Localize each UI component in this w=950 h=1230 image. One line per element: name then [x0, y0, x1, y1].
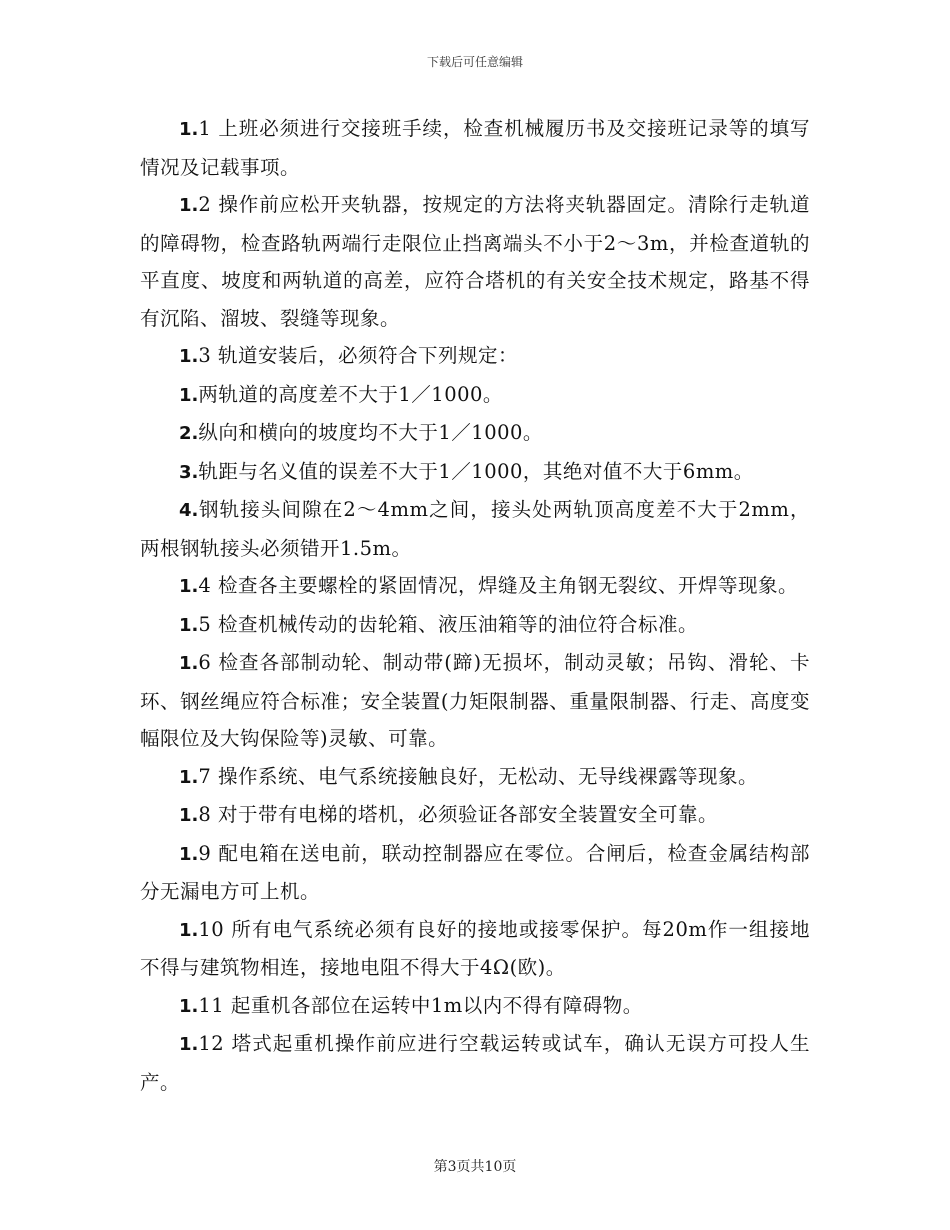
- paragraph-1-2: [140, 186, 810, 337]
- page-header: 下载后可任意编辑: [426, 55, 523, 69]
- paragraph-1-10: [140, 911, 810, 987]
- paragraph-1-5: [140, 606, 810, 645]
- paragraph-number: 1.: [179, 843, 199, 865]
- list-item-text: 轨距与名义值的误差不大于1／1000，其绝对值不大于6mm。: [198, 459, 754, 483]
- paragraph-number: 1.: [179, 195, 199, 216]
- paragraph-text: 10 所有电气系统必须有良好的接地或接零保护。每20m作一组接地不得与建筑物相连，接地电阻不得大于4Ω(欧)。: [140, 917, 810, 979]
- paragraph-text: 3 轨道安装后，必须符合下列规定：: [198, 344, 518, 367]
- list-number: 4.: [179, 500, 199, 521]
- list-item-text: 纵向和横向的坡度均不大于1／1000。: [198, 421, 543, 444]
- paragraph-text: 1 上班必须进行交接班手续，检查机械履历书及交接班记录等的填写情况及记载事项。: [140, 117, 810, 179]
- paragraph-1-1: [140, 110, 810, 186]
- paragraph-text: 12 塔式起重机操作前应进行空载运转或试车，确认无误方可投人生产。: [140, 1032, 810, 1094]
- paragraph-1-12: [140, 1025, 810, 1101]
- paragraph-number: 1.: [179, 1034, 199, 1055]
- paragraph-number: 1.: [179, 766, 199, 788]
- list-item-3: [140, 453, 810, 492]
- paragraph-1-4: [140, 567, 810, 606]
- paragraph-1-7: [140, 758, 810, 797]
- document-body: [140, 110, 810, 1101]
- paragraph-number: 1.: [179, 995, 199, 1017]
- paragraph-text: 2 操作前应松开夹轨器，按规定的方法将夹轨器固定。清除行走轨道的障碍物，检查路轨两端行走限位止挡离端头不小于2～3m，并检查道轨的平直度、坡度和两轨道的高差，应符合塔机的有关安全技术规定，路基不得有沉陷、溜坡、裂缝等现象。: [140, 193, 810, 330]
- page-footer: 第3页共10页: [433, 1159, 517, 1175]
- list-number: 3.: [179, 461, 199, 483]
- paragraph-text: 4 检查各主要螺栓的紧固情况，焊缝及主角钢无裂纹、开焊等现象。: [198, 574, 798, 597]
- paragraph-1-11: [140, 987, 810, 1026]
- list-item-1: [140, 376, 810, 415]
- list-number: 1.: [179, 384, 199, 406]
- list-item-2: [140, 414, 810, 453]
- paragraph-number: 1.: [179, 653, 199, 674]
- list-item-4: [140, 491, 810, 567]
- list-number: 2.: [179, 423, 199, 444]
- paragraph-number: 1.: [179, 576, 199, 597]
- paragraph-number: 1.: [179, 119, 199, 140]
- paragraph-text: 8 对于带有电梯的塔机，必须验证各部安全装置安全可靠。: [198, 803, 718, 826]
- paragraph-number: 1.: [179, 805, 199, 826]
- paragraph-number: 1.: [179, 346, 199, 367]
- list-item-text: 两轨道的高度差不大于1／1000。: [198, 382, 503, 406]
- paragraph-number: 1.: [179, 919, 199, 941]
- paragraph-text: 7 操作系统、电气系统接触良好，无松动、无导线裸露等现象。: [198, 764, 758, 788]
- paragraph-text: 11 起重机各部位在运转中1m以内不得有障碍物。: [198, 993, 643, 1017]
- paragraph-1-9: [140, 835, 810, 911]
- paragraph-1-8: [140, 796, 810, 835]
- paragraph-1-6: [140, 644, 810, 758]
- list-item-text: 钢轨接头间隙在2～4mm之间，接头处两轨顶高度差不大于2mm，两根钢轨接头必须错开1.5m。: [140, 498, 810, 560]
- paragraph-text: 6 检查各部制动轮、制动带(蹄)无损坏，制动灵敏；吊钩、滑轮、卡环、钢丝绳应符合标准；安全装置(力矩限制器、重量限制器、行走、高度变幅限位及大钩保险等)灵敏、可靠。: [140, 651, 810, 750]
- paragraph-text: 9 配电箱在送电前，联动控制器应在零位。合闸后，检查金属结构部分无漏电方可上机。: [140, 841, 810, 903]
- paragraph-text: 5 检查机械传动的齿轮箱、液压油箱等的油位符合标准。: [198, 612, 698, 636]
- paragraph-number: 1.: [179, 614, 199, 636]
- paragraph-1-3: [140, 337, 810, 376]
